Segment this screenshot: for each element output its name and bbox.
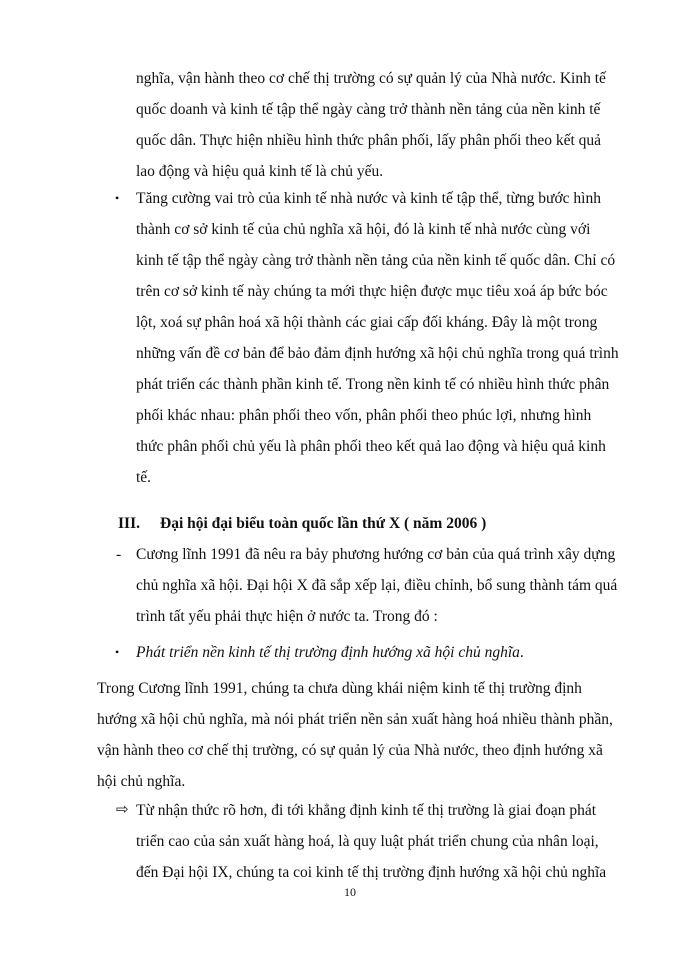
italic-bullet-line (136, 637, 606, 668)
text-line: quốc dân. Thực hiện nhiều hình thức phân phối, lấy phân phối theo kết quả (136, 132, 602, 149)
text-line: trình tất yếu phải thực hiện ở nước ta. Trong đó : (136, 608, 438, 625)
text-line: đến Đại hội IX, chúng ta coi kinh tế thị trường định hướng xã hội chủ nghĩa (136, 864, 607, 881)
text-line: hội chủ nghĩa. (97, 773, 186, 790)
text-line: hướng xã hội chủ nghĩa, mà nói phát triển nền sản xuất hàng hoá nhiều thành phần, (97, 711, 613, 728)
text-line: quốc doanh và kinh tế tập thể ngày càng trở thành nền tảng của nền kinh tế (136, 101, 601, 118)
page-number: 10 (344, 885, 356, 899)
text-line: lột, xoá sự phân hoá xã hội thành các giai cấp đối kháng. Đây là một trong (136, 314, 598, 331)
text-line: những vấn đề cơ bản để bảo đảm định hướng xã hội chủ nghĩa trong quá trình (136, 345, 619, 362)
italic-text: Phát triển nền kinh tế thị trường định hướng xã hội chủ nghĩa (136, 644, 520, 661)
text-line: triển cao của sản xuất hàng hoá, là quy luật phát triển chung của nhân loại, (136, 833, 599, 850)
text-line: Từ nhận thức rõ hơn, đi tới khẳng định kinh tế thị trường là giai đoạn phát (136, 802, 597, 819)
trailing-period: . (519, 644, 524, 661)
text-line: nghĩa, vận hành theo cơ chế thị trường có sự quản lý của Nhà nước. Kinh tế (136, 70, 606, 87)
bullet-icon: • (115, 645, 120, 659)
arrow-paragraph (136, 795, 606, 888)
text-line: Trong Cương lĩnh 1991, chúng ta chưa dùng khái niệm kinh tế thị trường định (97, 680, 582, 697)
dash-marker: - (116, 546, 122, 563)
text-line: phối khác nhau: phân phối theo vốn, phân phối theo phúc lợi, nhưng hình (136, 407, 592, 424)
text-line: thức phân phối chủ yếu là phân phối theo kết quả lao động và hiệu quả kinh (136, 438, 606, 455)
text-line: lao động và hiệu quả kinh tế là chủ yếu. (136, 163, 384, 180)
text-line: vận hành theo cơ chế thị trường, có sự quản lý của Nhà nước, theo định hướng xã (97, 742, 603, 759)
paragraph-continuation (136, 63, 606, 187)
bullet-icon: • (115, 191, 120, 205)
section-title: Đại hội đại biểu toàn quốc lần thứ X ( năm 2006 ) (160, 515, 487, 532)
text-line: kinh tế tập thể ngày càng trở thành nền tảng của nền kinh tế quốc dân. Chỉ có (136, 252, 616, 269)
section-heading (118, 515, 598, 533)
arrow-right-icon: ⇨ (116, 802, 129, 818)
text-line: thành cơ sở kinh tế của chủ nghĩa xã hội, đó là kinh tế nhà nước cùng với (136, 221, 591, 238)
text-line: Cương lĩnh 1991 đã nêu ra bảy phương hướng cơ bản của quá trình xây dựng (136, 546, 616, 563)
full-width-paragraph (97, 673, 613, 797)
bullet-paragraph (136, 183, 619, 493)
text-line: Tăng cường vai trò của kinh tế nhà nước và kinh tế tập thể, từng bước hình (136, 190, 601, 207)
section-number: III. (118, 515, 140, 532)
text-line: trên cơ sở kinh tế này chúng ta mới thực hiện được mục tiêu xoá áp bức bóc (136, 283, 608, 300)
dash-paragraph (136, 539, 618, 632)
text-line: tế. (136, 469, 152, 486)
text-line: phát triển các thành phần kinh tế. Trong nền kinh tế có nhiều hình thức phân (136, 376, 610, 393)
text-line: chủ nghĩa xã hội. Đại hội X đã sắp xếp lại, điều chỉnh, bổ sung thành tám quá (136, 577, 618, 594)
